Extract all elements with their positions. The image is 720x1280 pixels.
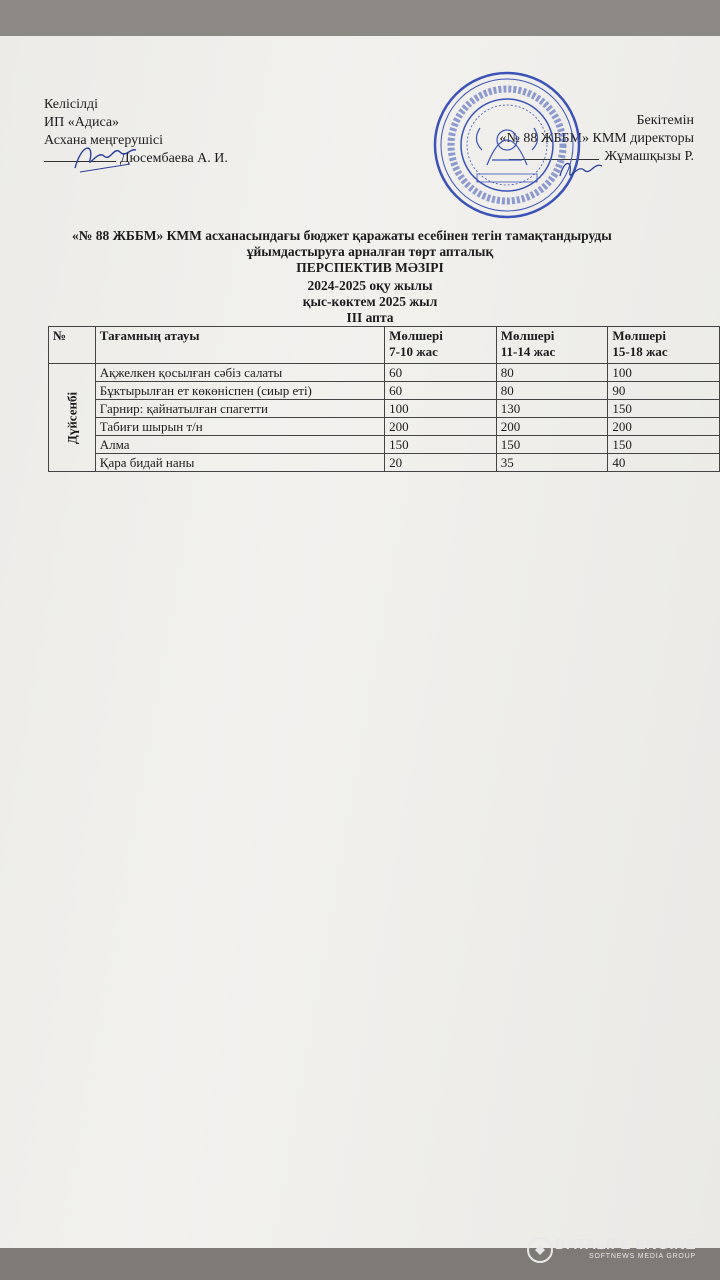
approved-label: Бекітемін — [636, 113, 694, 128]
portion-15-18: 100 — [608, 364, 720, 382]
portion-15-18: 150 — [608, 400, 720, 418]
paper-sheet — [0, 36, 720, 1248]
header-age-range: 11-14 жас — [500, 344, 556, 359]
header-age-range: 7-10 жас — [389, 344, 438, 359]
portion-15-18: 150 — [608, 436, 720, 454]
dish-name: Ақжелкен қосылған сәбіз салаты — [95, 364, 384, 382]
portion-7-10: 60 — [385, 382, 497, 400]
day-label: Дүйсенбі — [64, 391, 80, 444]
season: қыс-көктем 2025 жыл — [302, 294, 438, 309]
portion-15-18: 40 — [608, 454, 720, 472]
table-header-row — [49, 327, 720, 364]
header-portion-15-18 — [608, 327, 720, 364]
agreed-signer-name: Дюсембаева А. И. — [120, 151, 228, 166]
signature-right-icon — [556, 156, 606, 186]
portion-7-10: 150 — [385, 436, 497, 454]
header-dish-name: Тағамның атауы — [95, 327, 384, 364]
table-row — [49, 382, 720, 400]
official-seal-icon — [432, 70, 582, 220]
header-portion-label: Мөлшері — [500, 328, 555, 343]
portion-11-14: 80 — [496, 382, 608, 400]
dish-name: Алма — [95, 436, 384, 454]
header-portion-11-14 — [496, 327, 608, 364]
table-row — [49, 454, 720, 472]
approved-signer-name: Жұмашқызы Р. — [604, 149, 694, 164]
signature-left-icon — [70, 138, 140, 178]
table-row — [49, 364, 720, 382]
watermark — [555, 1236, 696, 1260]
portion-11-14: 200 — [496, 418, 608, 436]
heading-line-2: ұйымдастыруға арналған төрт апталық — [246, 244, 494, 259]
header-age-range: 15-18 жас — [612, 344, 668, 359]
header-portion-7-10 — [385, 327, 497, 364]
dish-name: Бұктырылған ет көкөніспен (сиыр еті) — [95, 382, 384, 400]
table-row — [49, 418, 720, 436]
portion-7-10: 20 — [385, 454, 497, 472]
portion-7-10: 60 — [385, 364, 497, 382]
day-cell — [49, 364, 96, 472]
agreed-label: Келісілді — [44, 97, 98, 112]
table-row — [49, 436, 720, 454]
week-label: ІІІ апта — [346, 310, 394, 325]
menu-title: ПЕРСПЕКТИВ МӘЗІРІ — [296, 260, 444, 275]
portion-7-10: 200 — [385, 418, 497, 436]
watermark-subtitle: SOFTNEWS MEDIA GROUP — [588, 1253, 696, 1260]
dish-name: Гарнир: қайнатылған спагетти — [95, 400, 384, 418]
table-row — [49, 400, 720, 418]
header-portion-label: Мөлшері — [612, 328, 667, 343]
portion-15-18: 200 — [608, 418, 720, 436]
dish-name: Табиғи шырын т/н — [95, 418, 384, 436]
agreed-company: ИП «Адиса» — [44, 115, 120, 130]
datalife-logo-icon — [526, 1236, 554, 1264]
portion-11-14: 35 — [496, 454, 608, 472]
agreed-position: Асхана меңгерушісі — [44, 133, 163, 148]
watermark-title: DATALIFE ENGINE — [554, 1236, 696, 1253]
portion-11-14: 150 — [496, 436, 608, 454]
school-year: 2024-2025 оқу жылы — [307, 278, 433, 293]
approved-position: «№ 88 ЖББМ» КММ директоры — [499, 131, 694, 146]
dish-name: Қара бидай наны — [95, 454, 384, 472]
header-portion-label: Мөлшері — [389, 328, 443, 343]
menu-table — [48, 326, 720, 472]
portion-11-14: 80 — [496, 364, 608, 382]
portion-15-18: 90 — [608, 382, 720, 400]
portion-7-10: 100 — [385, 400, 497, 418]
portion-11-14: 130 — [496, 400, 608, 418]
heading-line-1: «№ 88 ЖББМ» КММ асханасындағы бюджет қаражаты есебінен тегін тамақтандыруды — [72, 228, 612, 243]
header-number: № — [49, 327, 96, 364]
